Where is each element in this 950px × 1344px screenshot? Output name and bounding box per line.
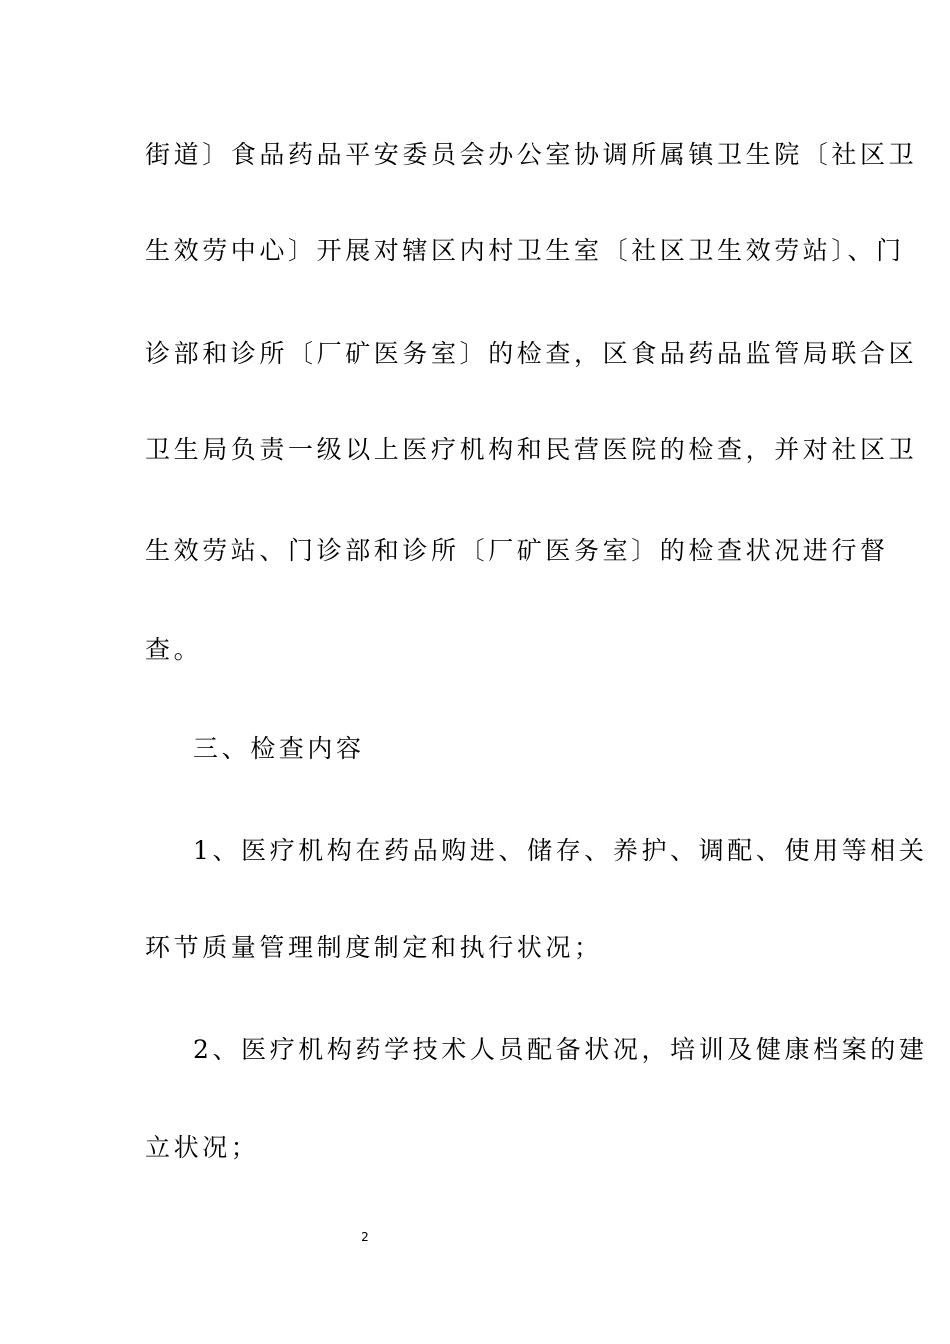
paragraph-line-4: 卫生局负责一级以上医疗机构和民营医院的检查，并对社区卫	[145, 435, 918, 464]
list-item-1-line-1: 1、医疗机构在药品购进、储存、养护、调配、使用等相关	[193, 836, 928, 865]
paragraph-line-5: 生效劳站、门诊部和诊所〔厂矿医务室〕的检查状况进行督	[145, 536, 889, 565]
paragraph-line-3: 诊部和诊所〔厂矿医务室〕的检查，区食品药品监管局联合区	[145, 339, 918, 368]
list-item-1-line-2: 环节质量管理制度制定和执行状况；	[145, 933, 603, 962]
page-number: 2	[361, 1230, 369, 1244]
list-item-2-line-2: 立状况；	[145, 1133, 260, 1162]
section-heading: 三、检查内容	[193, 734, 365, 763]
list-item-2-line-1: 2、医疗机构药学技术人员配备状况，培训及健康档案的建	[193, 1035, 928, 1064]
paragraph-line-6: 查。	[145, 635, 203, 664]
paragraph-line-1: 街道〕食品药品平安委员会办公室协调所属镇卫生院〔社区卫	[145, 140, 918, 169]
paragraph-line-2: 生效劳中心〕开展对辖区内村卫生室〔社区卫生效劳站〕、门	[145, 236, 905, 265]
